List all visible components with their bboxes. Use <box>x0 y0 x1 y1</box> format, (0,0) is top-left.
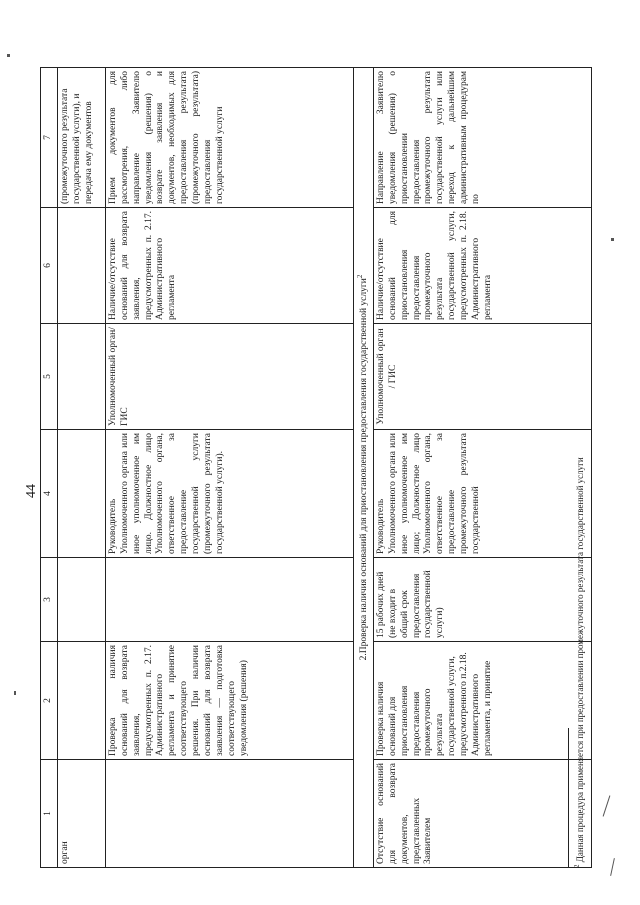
table-row-return-check <box>105 68 353 868</box>
cell-criteria <box>57 208 105 324</box>
column-header-4: 4 <box>41 430 58 558</box>
scan-mark <box>611 238 614 241</box>
table-row-suspension-check <box>373 68 591 868</box>
cell-deadline: 15 рабочих дней (не входит в общий срок предоставления государственной услуги) <box>373 558 591 642</box>
cell-basis <box>105 760 353 868</box>
table-header-row <box>41 68 58 868</box>
cell-responsible: Руководитель Уполномоченного органа или иное уполномоченное им лицо. Должностное лицо Уполномоченного органа, ответственное за предоставление государственной услуги (промежуточного результата государственной услуги). <box>105 430 353 558</box>
cell-basis: Отсутствие оснований для возврата документов, представленных Заявителем <box>373 760 591 868</box>
cell-responsible: Руководитель Уполномоченного органа или иное уполномоченное им лицо; Должностное лицо Уполномоченного органа, ответственное за предоставление промежуточного результата государственной <box>373 430 591 558</box>
cell-action <box>57 642 105 760</box>
cell-result: Прием документов для рассмотрения, либо направление Заявителю уведомления (решения) о возврате заявления и документов, необходимых для предоставления результата (промежуточного результата) предоставления государственной услуги <box>105 68 353 208</box>
cell-place <box>57 324 105 430</box>
cell-deadline <box>105 558 353 642</box>
section-heading-cell <box>353 68 373 868</box>
cell-basis: орган <box>57 760 105 868</box>
procedure-table <box>40 67 592 868</box>
column-header-7: 7 <box>41 68 58 208</box>
column-header-2: 2 <box>41 642 58 760</box>
scan-mark <box>610 858 615 876</box>
footnote-reference: 2 <box>355 274 364 279</box>
column-header-1: 1 <box>41 760 58 868</box>
section-title: 2.Проверка наличия оснований для приостановления предоставления государственной услуги <box>359 278 370 661</box>
table-row-continued <box>57 68 105 868</box>
column-header-5: 5 <box>41 324 58 430</box>
footnote-divider <box>568 728 569 868</box>
column-header-3: 3 <box>41 558 58 642</box>
footnote-text: Данная процедура применяется при предоставлении промежуточного результата государственной услуги <box>575 457 585 863</box>
column-header-6: 6 <box>41 208 58 324</box>
footnote <box>573 457 585 868</box>
cell-place: Уполномоченный орган/ГИС <box>105 324 353 430</box>
cell-criteria: Наличие/отсутствие оснований для возврата заявления, предусмотренных п. 2.17. Административного регламента <box>105 208 353 324</box>
section-heading-row <box>353 68 373 868</box>
cell-responsible <box>57 430 105 558</box>
cell-place: Уполномоченный орган / ГИС <box>373 324 591 430</box>
scan-mark <box>14 691 16 695</box>
page-number: 44 <box>24 484 39 498</box>
rotated-page <box>20 60 600 890</box>
footnote-marker: 2 <box>573 864 581 868</box>
scan-mark <box>603 795 611 816</box>
cell-result: Направление Заявителю уведомления (решения) о приостановлении предоставления промежуточного результата государственной услуги или переход к дальнейшим административным процедурам по <box>373 68 591 208</box>
scan-mark <box>7 54 10 57</box>
cell-action: Проверка наличия оснований для приостановления предоставления промежуточного результата государственной услуги, предусмотренного п.2.18. Административного регламента, и принятие <box>373 642 591 760</box>
cell-action: Проверка наличия оснований для возврата заявления, предусмотренных п. 2.17. Административного регламента и принятие соответствующего решения. При наличии оснований для возврата заявления — подготовка соответствующего уведомления (решения) <box>105 642 353 760</box>
cell-deadline <box>57 558 105 642</box>
cell-result: (промежуточного результата государственной услуги), и передача ему документов <box>57 68 105 208</box>
cell-criteria: Наличие/отсутствие оснований для приостановления предоставления промежуточного результата государственной услуги, предусмотренных п. 2.18. Административного регламента <box>373 208 591 324</box>
